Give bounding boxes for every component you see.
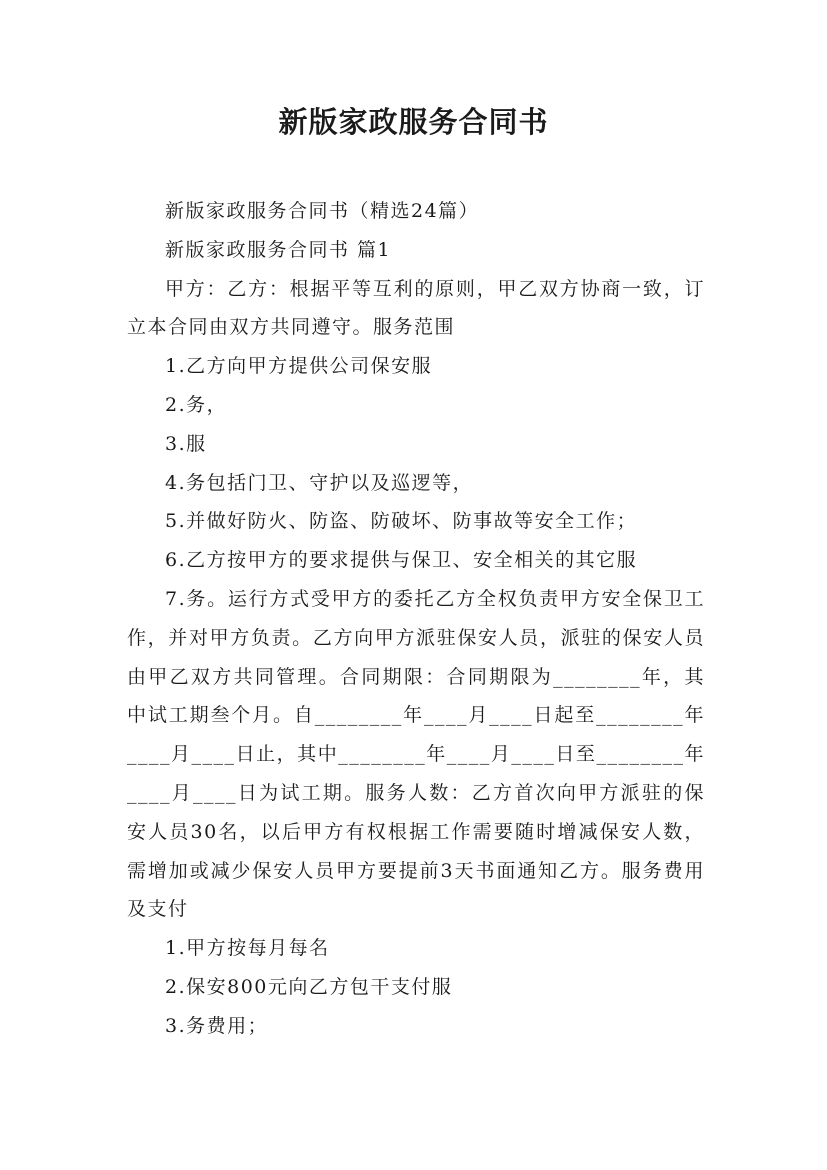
- document-title: 新版家政服务合同书: [278, 105, 549, 139]
- paragraph-item-1: 1.乙方向甲方提供公司保安服: [165, 355, 433, 378]
- paragraph-fee-1: 1.甲方按每月每名: [165, 937, 330, 960]
- paragraph-section-heading: 新版家政服务合同书 篇1: [165, 238, 392, 261]
- document-body: [127, 192, 705, 1046]
- paragraph-item-4: 4.务包括门卫、守护以及巡逻等，: [165, 471, 474, 494]
- paragraph-item-2: 2.务，: [165, 393, 228, 416]
- paragraph-parties: 甲方：乙方：根据平等互利的原则，甲乙双方协商一致，订立本合同由双方共同遵守。服务范围: [127, 277, 705, 339]
- paragraph-fee-3: 3.务费用；: [165, 1014, 269, 1037]
- paragraph-item-6: 6.乙方按甲方的要求提供与保卫、安全相关的其它服: [165, 549, 638, 572]
- paragraph-item-7: 7.务。运行方式受甲方的委托乙方全权负责甲方安全保卫工作，并对甲方负责。乙方向甲方派驻保安人员，派驻的保安人员由甲乙双方共同管理。合同期限：合同期限为________年，其中试工期叁个月。自________年____月____日起至________年____月____日止，其中________年____月____日至________年____月____日为试工期。服务人数：乙方首次向甲方派驻的保安人员30名，以后甲方有权根据工作需要随时增减保安人数，需增加或减少保安人员甲方要提前3天书面通知乙方。服务费用及支付: [127, 587, 705, 921]
- paragraph-item-3: 3.服: [165, 432, 207, 455]
- paragraph-fee-2: 2.保安800元向乙方包干支付服: [165, 975, 453, 998]
- paragraph-subtitle: 新版家政服务合同书（精选24篇）: [165, 200, 480, 222]
- paragraph-item-5: 5.并做好防火、防盗、防破坏、防事故等安全工作；: [165, 510, 638, 533]
